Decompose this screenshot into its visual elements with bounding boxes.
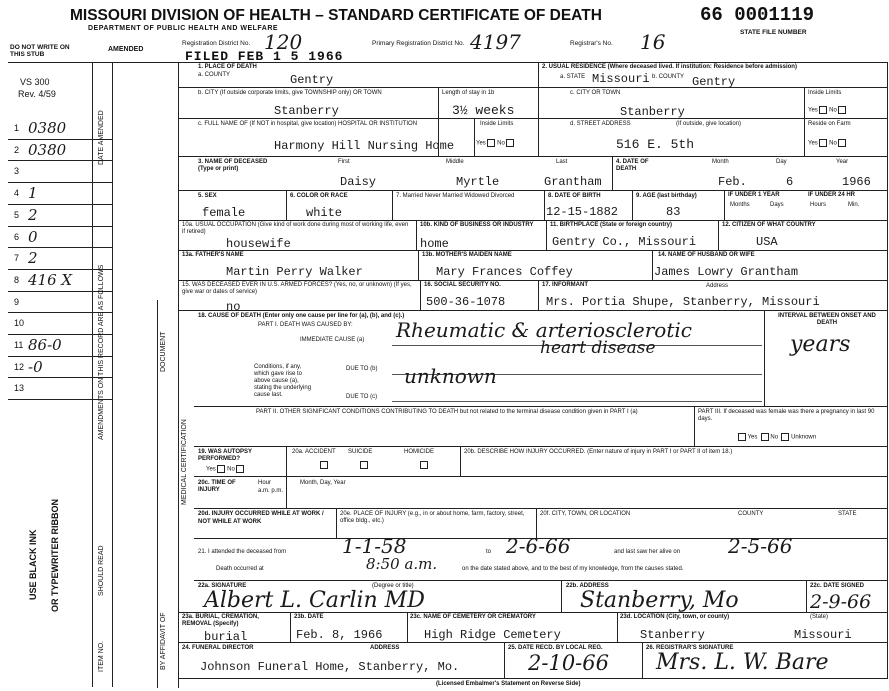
age-value: 83: [666, 205, 681, 219]
street-label: d. STREET ADDRESS: [570, 121, 631, 127]
stub-row-number: 8: [14, 274, 20, 285]
stub-row-number: 12: [14, 361, 25, 372]
spouse-name: James Lowry Grantham: [654, 265, 799, 279]
accident-checkbox[interactable]: [320, 457, 328, 473]
typewriter-ribbon-label: OR TYPEWRITER RIBBON: [50, 498, 60, 612]
part3-checks[interactable]: [738, 433, 816, 441]
date-of-death-label: 4. DATE OF DEATH: [616, 159, 649, 172]
stub-row-code: 2: [28, 205, 38, 224]
by-affidavit-label: BY AFFIDAVIT OF: [160, 612, 167, 670]
stub-row-code: 0380: [28, 140, 67, 159]
length-of-stay-label: Length of stay in 1b: [442, 90, 495, 96]
suicide-label: SUICIDE: [348, 449, 373, 455]
first-label: First: [338, 159, 350, 165]
registration-district-value: 120: [264, 30, 303, 54]
death-month: Feb.: [718, 175, 747, 189]
stub-row-number: 11: [14, 340, 24, 350]
injury-occurred-label: 20d. INJURY OCCURRED WHILE AT WORK / NOT WHILE AT WORK: [198, 511, 324, 525]
armed-forces-value: no: [226, 300, 241, 314]
describe-injury-label: 20b. DESCRIBE HOW INJURY OCCURRED. (Enter nature of injury in PART I or PART II of item 18.): [464, 449, 733, 455]
certifier-address: Stanberry, Mo: [580, 588, 739, 613]
stub-row-number: 3: [14, 166, 20, 177]
injury-county-label: COUNTY: [738, 511, 764, 517]
first-name: Daisy: [340, 175, 377, 189]
stub-row-number: 7: [14, 253, 20, 264]
homicide-checkbox[interactable]: [420, 457, 428, 473]
last-name: Grantham: [544, 175, 602, 189]
death-year: 1966: [842, 175, 871, 189]
accident-label: 20a. ACCIDENT: [292, 449, 336, 455]
immediate-cause-value: Rheumatic & arteriosclerotic: [396, 318, 692, 342]
stub-row-number: 9: [14, 296, 20, 307]
spouse-label: 14. NAME OF HUSBAND OR WIFE: [658, 252, 755, 258]
cause-of-death-label: 18. CAUSE OF DEATH (Enter only one cause per line for (a), (b), and (c).): [198, 313, 405, 319]
business-value: home: [420, 237, 449, 251]
county-label: a. COUNTY: [198, 72, 231, 78]
no-checkbox[interactable]: [761, 433, 769, 441]
marital-status-label[interactable]: 7. Married Never Married Widowed Divorced: [396, 193, 515, 199]
informant-address-label: Address: [706, 283, 729, 289]
institution-label: c. FULL NAME OF (If NOT in hospital, give location) HOSPITAL OR INSTITUTION: [198, 121, 418, 127]
institution-name: Harmony Hill Nursing Home: [274, 139, 455, 153]
stub-row-code: 0380: [28, 119, 67, 137]
burial-date: Feb. 8, 1966: [296, 628, 383, 642]
death-city: Stanberry: [274, 104, 339, 118]
due-to-b-label: DUE TO (b): [346, 366, 378, 372]
yes-checkbox[interactable]: [819, 106, 827, 114]
death-day: 6: [786, 175, 794, 189]
date-signed: 2-9-66: [810, 591, 872, 613]
mother-name: Mary Frances Coffey: [436, 265, 573, 279]
death-occurred-label: Death occurred at: [216, 566, 264, 572]
burial-label: 23a. BURIAL, CREMATION, REMOVAL (Specify): [182, 614, 259, 627]
use-black-ink-label: USE BLACK INK: [28, 529, 38, 600]
time-of-injury-label: 20c. TIME OF INJURY: [198, 480, 236, 493]
residence-state: Missouri: [592, 72, 650, 86]
stub-row-number: 10: [14, 318, 25, 329]
color-value: white: [306, 206, 343, 220]
informant-label: 17. INFORMANT: [542, 282, 589, 288]
burial-state-label: (State): [810, 614, 829, 620]
attended-to: 2-6-66: [506, 534, 571, 558]
occupation-value: housewife: [226, 237, 291, 251]
homicide-label: HOMICIDE: [404, 449, 434, 455]
unknown-checkbox[interactable]: [781, 433, 789, 441]
yes-checkbox[interactable]: [738, 433, 746, 441]
interval-value: years: [790, 332, 851, 357]
registrar-number-label: Registrar's No.: [570, 40, 613, 47]
injury-state-label: STATE: [838, 511, 857, 517]
citizen-value: USA: [756, 235, 778, 249]
unknown-label: Unknown: [791, 434, 817, 441]
date-of-birth: 12-15-1882: [546, 205, 619, 219]
under-1-year-label: IF UNDER 1 YEAR: [728, 192, 780, 198]
day-label: Day: [776, 159, 787, 165]
document-label: DOCUMENT: [160, 331, 167, 372]
stub-row-code: 416 X: [28, 270, 73, 289]
stub-row-number: 5: [14, 209, 20, 220]
date-received: 2-10-66: [528, 651, 609, 675]
month-label: Month: [712, 159, 729, 165]
autopsy-label: 19. WAS AUTOPSY PERFORMED?: [198, 449, 252, 462]
funeral-director: Johnson Funeral Home, Stanberry, Mo.: [200, 660, 460, 674]
injury-city-label: 20f. CITY, TOWN, OR LOCATION: [540, 511, 631, 517]
stub-row-code: 0: [28, 227, 38, 246]
last-seen-date: 2-5-66: [728, 534, 793, 558]
yes-checkbox[interactable]: [487, 139, 495, 147]
sex-label: 5. SEX: [198, 193, 217, 199]
no-label: No: [770, 434, 779, 441]
year-label: Year: [836, 159, 849, 165]
no-label: No: [227, 466, 235, 473]
no-checkbox[interactable]: [506, 139, 514, 147]
certifier-address-label: 22b. ADDRESS: [566, 583, 609, 589]
usual-residence-label: 2. USUAL RESIDENCE (Where deceased lived. If institution: Residence before admission): [542, 64, 797, 70]
month-day-year-label: Month, Day, Year: [300, 480, 346, 486]
citizen-label: 12. CITIZEN OF WHAT COUNTRY: [722, 222, 816, 228]
ssn-label: 16. SOCIAL SECURITY NO.: [424, 282, 501, 288]
stub-row-number: 4: [14, 188, 20, 199]
reside-on-farm-label: Reside on Farm: [808, 121, 851, 127]
item-no-label: ITEM NO.: [98, 640, 105, 672]
color-label: 6. COLOR OR RACE: [290, 193, 348, 199]
yes-label: Yes: [476, 140, 486, 147]
burial-location-label: 23d. LOCATION (City, town, or county): [620, 614, 730, 620]
stub-row-code: 2: [28, 249, 38, 268]
no-label: No: [497, 140, 505, 147]
date-of-birth-label: 8. DATE OF BIRTH: [548, 193, 601, 199]
state-file-number: 66 0001119: [700, 4, 815, 26]
registrar-signature: Mrs. L. W. Bare: [656, 650, 829, 675]
days-label: Days: [770, 202, 784, 208]
inside-limits-label-2: Inside Limits: [808, 90, 842, 96]
registrar-number-value: 16: [640, 30, 666, 54]
death-county: Gentry: [290, 73, 334, 87]
ssn-value: 500-36-1078: [426, 295, 506, 309]
state-file-label: STATE FILE NUMBER: [740, 29, 807, 36]
yes-label: Yes: [206, 466, 216, 473]
attended-label: 21. I attended the deceased from: [198, 549, 287, 555]
burial-date-label: 23b. DATE: [294, 614, 324, 620]
place-of-injury-label: 20e. PLACE OF INJURY (e.g., in or about home, farm, factory, street, office bldg., etc.): [340, 511, 525, 524]
stub-row-number: 1: [14, 123, 20, 133]
should-read-label: SHOULD READ: [98, 545, 105, 596]
registrar-signature-label: 26. REGISTRAR'S SIGNATURE: [646, 645, 734, 651]
department-name: DEPARTMENT OF PUBLIC HEALTH AND WELFARE: [88, 25, 279, 32]
stub-row-number: 6: [14, 231, 20, 242]
amendments-label: AMENDMENTS ON THIS RECORD ARE AS FOLLOWS: [98, 264, 105, 440]
middle-name: Myrtle: [456, 175, 500, 189]
date-amended-label: DATE AMENDED: [98, 110, 105, 165]
no-checkbox[interactable]: [838, 139, 846, 147]
part3-label: PART III. If deceased was female was there a pregnancy in last 90 days.: [698, 409, 875, 422]
degree-label: (Degree or title): [372, 583, 414, 589]
residence-county-label: b. COUNTY: [652, 74, 685, 80]
autopsy-checks[interactable]: [206, 465, 244, 473]
attended-from: 1-1-58: [342, 534, 407, 558]
under-24-hr-label: IF UNDER 24 HR: [808, 192, 856, 198]
part1-label: PART I. DEATH WAS CAUSED BY:: [258, 322, 353, 328]
hour-label: Hour a.m. p.m.: [258, 480, 284, 494]
street-note: (If outside, give location): [676, 121, 742, 127]
yes-checkbox[interactable]: [217, 465, 225, 473]
conditions-label: Conditions, if any, which gave rise to above cause (a), stating the underlying cause last.: [254, 364, 312, 398]
due-to-c-label: DUE TO (c): [346, 394, 378, 400]
date-received-label: 25. DATE RECD. BY LOCAL REG.: [508, 645, 603, 651]
no-label: No: [829, 107, 837, 114]
death-occurred-tail: on the date stated above, and to the best of my knowledge, from the causes stated.: [462, 566, 684, 572]
city-label: b. CITY (If outside corporate limits, give TOWNSHIP only) OR TOWN: [198, 90, 382, 96]
part2-label: PART II. OTHER SIGNIFICANT CONDITIONS CONTRIBUTING TO DEATH but not related to the terminal disease condition given in PART I (a): [256, 409, 638, 415]
immediate-cause-value-2: heart disease: [540, 338, 656, 358]
burial-value: burial: [204, 630, 248, 644]
residence-state-label: a. STATE: [560, 74, 586, 80]
informant-value: Mrs. Portia Shupe, Stanberry, Missouri: [546, 295, 820, 309]
medical-certification-label: MEDICAL CERTIFICATION: [181, 419, 188, 505]
last-label: Last: [556, 159, 568, 165]
primary-district-label: Primary Registration District No.: [372, 40, 465, 47]
no-checkbox[interactable]: [236, 465, 244, 473]
form-number: VS 300: [20, 77, 50, 87]
min-label: Min.: [848, 202, 860, 208]
middle-label: Middle: [446, 159, 464, 165]
no-label: No: [829, 140, 837, 147]
interval-label: INTERVAL BETWEEN ONSET AND DEATH: [778, 313, 876, 326]
filed-stamp: FILED FEB 1 5 1966: [185, 49, 344, 64]
armed-forces-label: 15. WAS DECEASED EVER IN U.S. ARMED FORCES? (Yes, no, or unknown) (If yes, give war or dates of service): [182, 282, 412, 295]
birthplace-value: Gentry Co., Missouri: [552, 235, 697, 249]
death-time: 8:50 a.m.: [366, 555, 438, 573]
signature-label: 22a. SIGNATURE: [198, 583, 247, 589]
place-of-death-label: 1. PLACE OF DEATH: [198, 64, 257, 70]
yes-label: Yes: [808, 107, 818, 114]
suicide-checkbox[interactable]: [360, 457, 368, 473]
cemetery-name: High Ridge Cemetery: [424, 628, 561, 642]
funeral-address-label: ADDRESS: [370, 645, 400, 651]
months-label: Months: [730, 202, 750, 208]
burial-location: Stanberry: [640, 628, 705, 642]
name-of-deceased-label: 3. NAME OF DECEASED (Type or print): [198, 159, 268, 172]
stub-row-code: 1: [28, 184, 38, 203]
registration-district-label: Registration District No.: [182, 40, 251, 47]
certificate-title: MISSOURI DIVISION OF HEALTH – STANDARD CERTIFICATE OF DEATH: [70, 7, 602, 24]
last-seen-label: and last saw her alive on: [614, 549, 681, 555]
cemetery-label: 23c. NAME OF CEMETERY OR CREMATORY: [410, 614, 536, 620]
hours-label: Hours: [810, 202, 827, 208]
inside-limits-label-1: Inside Limits: [480, 121, 514, 127]
age-label: 9. AGE (last birthday): [636, 193, 697, 199]
stub-row-number: 2: [14, 144, 20, 155]
street-address: 516 E. 5th: [616, 137, 695, 152]
sex-value: female: [202, 206, 246, 220]
stub-row-code: -0: [28, 357, 43, 376]
yes-checkbox[interactable]: [819, 139, 827, 147]
date-signed-label: 22c. DATE SIGNED: [810, 583, 864, 589]
occupation-label: 10a. USUAL OCCUPATION (Give kind of work done during most of working life, even if retired): [182, 222, 409, 235]
residence-city: Stanberry: [620, 105, 685, 119]
mother-name-label: 13b. MOTHER'S MAIDEN NAME: [422, 252, 512, 258]
inside-limits-checks-2[interactable]: [808, 106, 846, 114]
father-name-label: 13a. FATHER'S NAME: [182, 252, 244, 258]
stub-row-number: 13: [14, 383, 25, 394]
business-label: 10b. KIND OF BUSINESS OR INDUSTRY: [420, 222, 534, 228]
immediate-cause-label: IMMEDIATE CAUSE (a): [300, 337, 365, 343]
stub-row-code: 86-0: [28, 336, 62, 354]
residence-city-label: c. CITY OR TOWN: [570, 90, 621, 96]
father-name: Martin Perry Walker: [226, 265, 363, 279]
amended-label: AMENDED: [108, 46, 144, 53]
certifier-signature: Albert L. Carlin MD: [204, 588, 425, 613]
primary-district-value: 4197: [470, 30, 521, 54]
yes-label: Yes: [747, 434, 758, 441]
do-not-write-label: DO NOT WRITE ON THIS STUB: [10, 44, 70, 59]
yes-label: Yes: [808, 140, 818, 147]
attended-to-label: to: [486, 549, 492, 555]
burial-state: Missouri: [794, 628, 852, 642]
no-checkbox[interactable]: [838, 106, 846, 114]
embalmer-note: (Licensed Embalmer's Statement on Reverse Side): [436, 681, 581, 687]
length-of-stay: 3½ weeks: [452, 103, 515, 118]
birthplace-label: 11. BIRTHPLACE (State or foreign country): [550, 222, 673, 228]
inside-limits-yes-1[interactable]: [476, 139, 514, 147]
farm-checks[interactable]: [808, 139, 846, 147]
residence-county: Gentry: [692, 75, 736, 89]
funeral-director-label: 24. FUNERAL DIRECTOR: [182, 645, 254, 651]
form-revision: Rev. 4/59: [18, 89, 56, 99]
due-to-b-value: unknown: [404, 364, 497, 388]
